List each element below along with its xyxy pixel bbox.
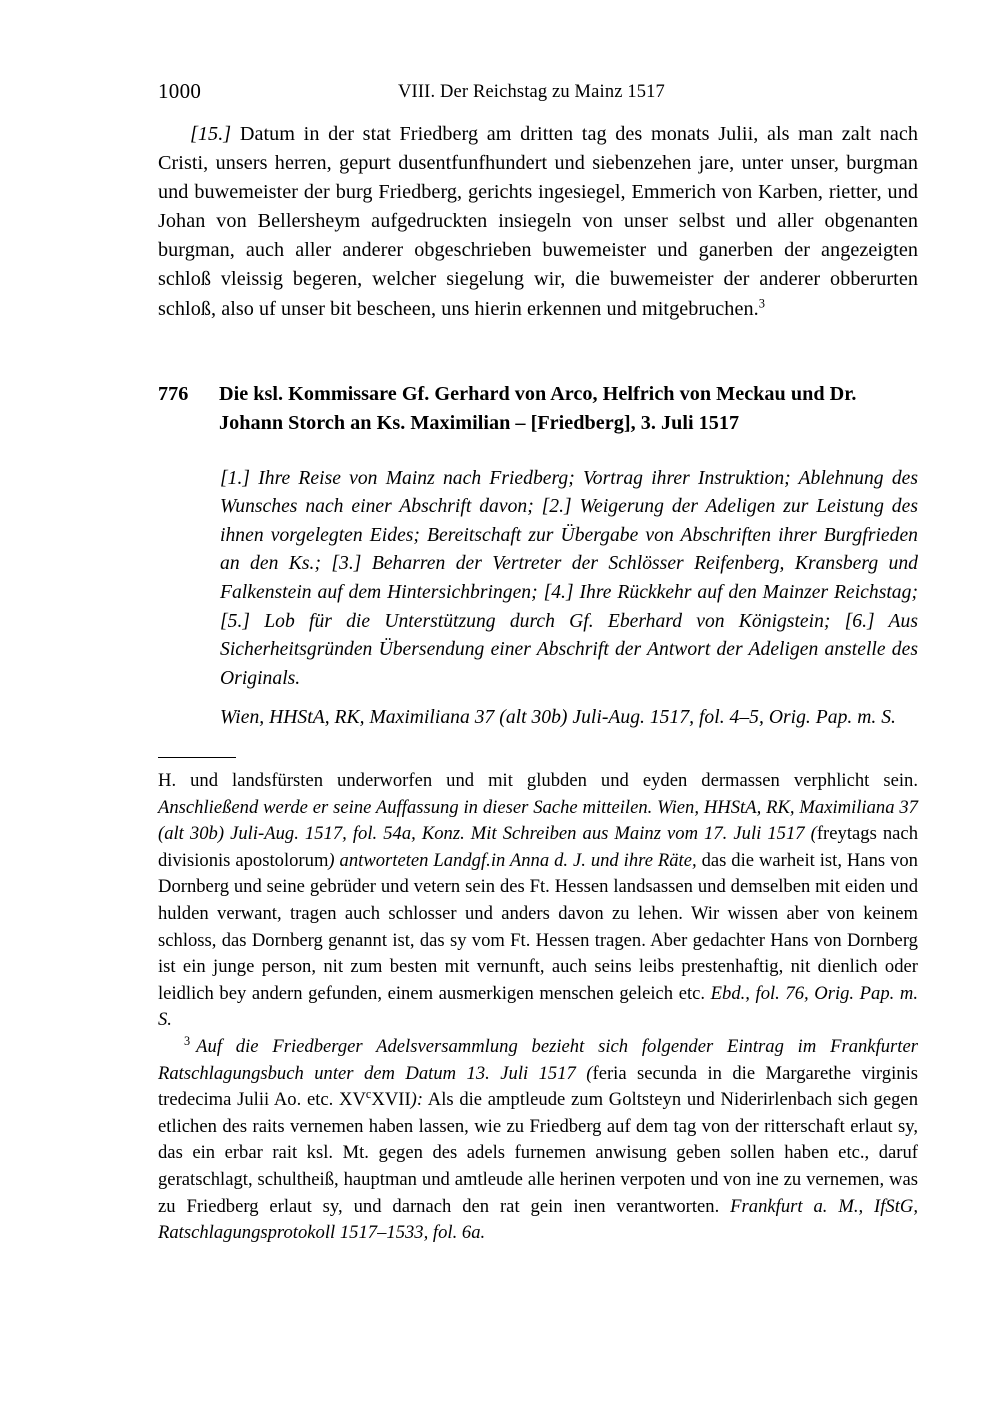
fn3-part6: Frankfurt a. M., IfStG, Ratschlagungsprotokoll 1517–1533, fol. 6a. (158, 1195, 918, 1244)
fn3-part3: XVII (371, 1089, 411, 1111)
footnote-continued (158, 768, 918, 1034)
abstract-text: [1.] Ihre Reise von Mainz nach Friedberg; Vortrag ihrer Instruktion; Ablehnung des Wunsches nach einer Abschrift davon; [2.] Weigerung der Adeligen zur Leistung des ihnen vorgelegten Eides; Bereitschaft zur Übergabe von Abschriften ihrer Burgfrieden an den Ks.; [3.] Beharren der Vertreter der Schlösser Reifenberg, Kransberg und Falkenstein auf dem Hintersichbringen; [4.] Ihre Rückkehr auf den Mainzer Reichstag; [5.] Lob für die Unterstützung durch Gf. Eberhard von Königstein; [6.] Aus Sicherheitsgründen Übersendung einer Abschrift der Antwort der Adeligen anstelle des Originals. (220, 467, 918, 689)
fn-cont-part4: ) antworteten Landgf.in Anna d. J. und ihre Räte, (328, 849, 697, 871)
fn3-part1: Auf die Friedberger Adelsversammlung bezieht sich folgender Eintrag im Frankfurter Ratschlagungsbuch unter dem Datum 13. Juli 1517 ( (158, 1035, 918, 1084)
footnote-area (158, 757, 918, 1247)
footnote-3 (158, 1034, 918, 1247)
paragraph-15 (158, 120, 918, 324)
fn-cont-part6: Ebd., fol. 76, Orig. Pap. m. S. (158, 982, 918, 1031)
running-head-title: VIII. Der Reichstag zu Mainz 1517 (398, 82, 665, 102)
entry-abstract (158, 465, 918, 733)
fn-cont-part3: freytags nach divisionis apostolorum (158, 823, 918, 871)
fn-cont-part5: das die warheit ist, Hans von Dornberg und seine gebrüder und vetern sein des Ft. Hessen landsassen und demselben mit eiden und hulden verwant, tragen auch schlosser und anders davon zu lehen. Wir wissen aber von keinem schloss, das Dornberg genannt ist, das sy vom Ft. Hessen tragen. Aber gedachter Hans von Dornberg ist ein junge person, nit zum besten mit vernunft, auch seins leibs prestenhaftig, nit dienlich oder leidlich bey andern gefunden, einem ausmerkigen menschen geleich etc. (158, 849, 918, 1004)
entry-number: 776 (158, 382, 189, 405)
archival-source: Wien, HHStA, RK, Maximiliana 37 (alt 30b) Juli-Aug. 1517, fol. 4–5, Orig. Pap. m. S. (220, 707, 896, 729)
fn-cont-part1: H. und landsfürsten underworfen und mit glubden und eyden dermassen verphlicht sein. (158, 770, 918, 791)
paragraph-text: Datum in der stat Friedberg am dritten tag des monats Julii, als man zalt nach Cristi, unsers herren, gepurt dusentfunfhundert und siebenzehen jare, unter unser, burgman und buwemeister der burg Friedberg, gerichts ingesiegel, Emmerich von Karben, rietter, und Johan von Bellersheym aufgedruckten insiegeln von unser selbst und aller obgenanten burgman, auch aller anderer obgeschrieben buwemeister und ganerben der angezeigten schloß vleissig begeren, welcher siegelung wir, die buwemeister der anderer obberurten schloß, also uf unser bit bescheen, uns hierin erkennen und mitgebruchen. (158, 123, 918, 320)
footnote-reference-3: 3 (758, 295, 766, 310)
footnote-separator-rule (158, 757, 236, 758)
fn3-superscript-c: c (365, 1086, 372, 1101)
page-number: 1000 (158, 79, 202, 103)
fn3-part4: ): (410, 1089, 424, 1111)
fn3-part5: Als die amptleude zum Goltsteyn und Niderirlenbach sich gegen etlichen des raits vernemen haben lassen, wie zu Friedberg auf dem tag von der ritterschaft erlaut sy, das ein erbar rait ksl. Mt. gegen des adels furnemen anwisung geben sollen haben etc., daruf geratschlagt, schultheiß, hauptman und amtleude alle herinen verpoten und von ine zu vernemen, was zu Friedberg erlaut sy, und darnach den rat gein inen verantworten. (158, 1089, 919, 1217)
entry-title: Die ksl. Kommissare Gf. Gerhard von Arco, Helfrich von Meckau und Dr. Johann Storch an Ks. Maximilian – [Friedberg], 3. Juli 1517 (219, 382, 857, 435)
fn-cont-part2: Anschließend werde er seine Auffassung in dieser Sache mitteilen. Wien, HHStA, RK, Maximiliana 37 (alt 30b) Juli-Aug. 1517, fol. 54a, Konz. Mit Schreiben aus Mainz vom 17. Juli 1517 ( (158, 796, 918, 845)
fn3-part2: feria secunda in die Margarethe virginis tredecima Julii Ao. etc. XV (158, 1062, 919, 1111)
entry-heading (158, 380, 918, 439)
running-head (158, 78, 918, 104)
main-text-column (158, 120, 918, 733)
footnote-3-marker: 3 (184, 1033, 191, 1048)
paragraph-marker: [15.] (190, 123, 232, 145)
